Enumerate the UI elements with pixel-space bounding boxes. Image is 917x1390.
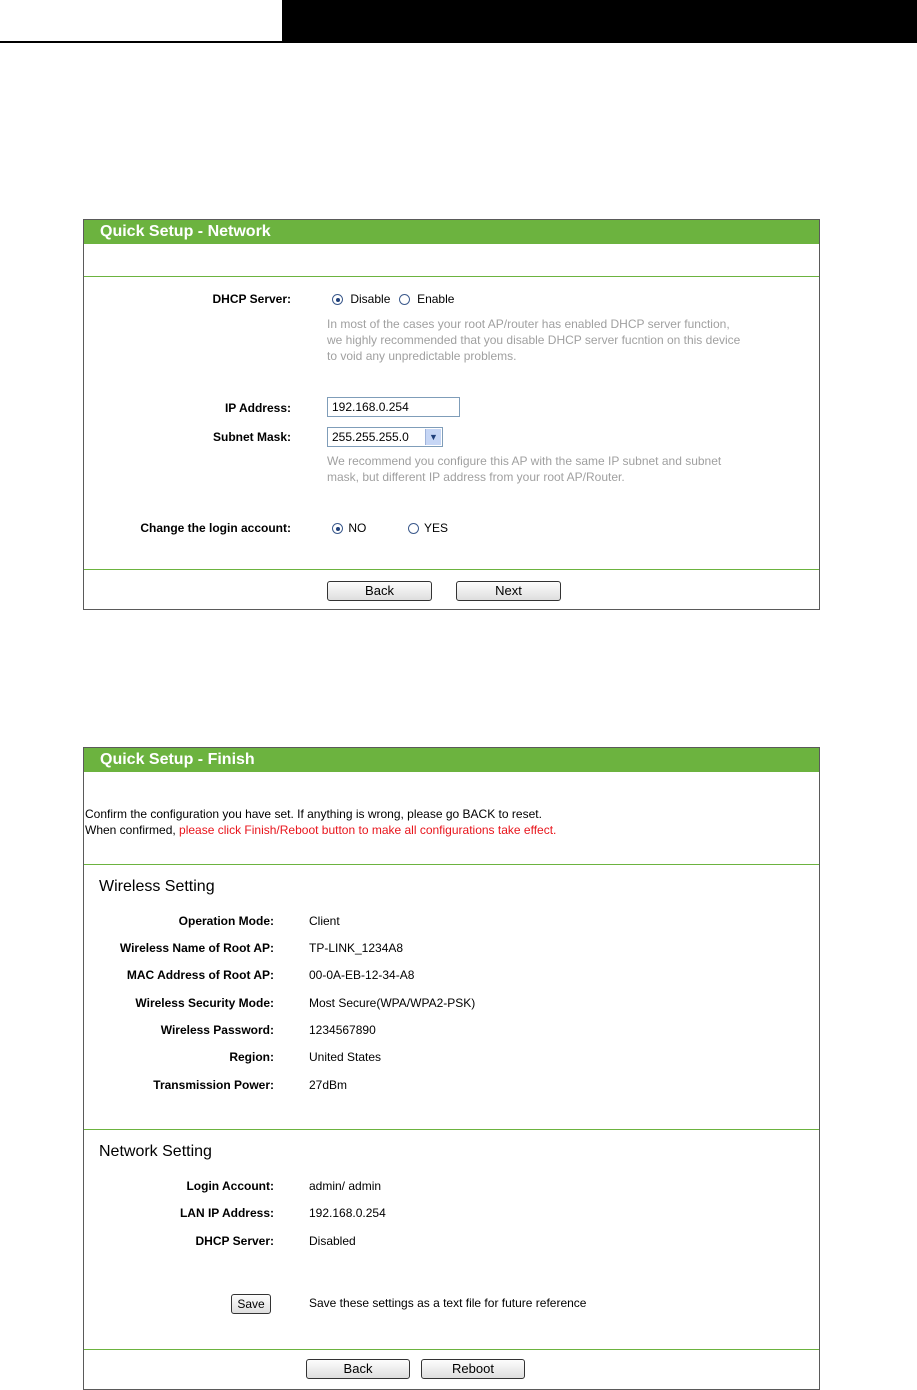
region-label: Region: — [229, 1050, 274, 1064]
network-panel — [83, 219, 820, 610]
dhcp-summary-value: Disabled — [309, 1234, 356, 1248]
ip-address-label: IP Address: — [224, 401, 291, 415]
divider — [84, 1349, 819, 1350]
login-account-label: Change the login account: — [140, 521, 291, 535]
dhcp-hint-line: In most of the cases your root AP/router has enabled DHCP server function, — [327, 317, 730, 331]
dhcp-server-label: DHCP Server: — [212, 292, 291, 306]
root-ap-name-value: TP-LINK_1234A8 — [309, 941, 404, 955]
confirm-line: Confirm the configuration you have set. If anything is wrong, please go BACK to reset. — [85, 807, 542, 821]
subnet-hint-line: mask, but different IP address from your root AP/Router. — [327, 470, 625, 484]
dhcp-enable-radio[interactable] — [399, 294, 410, 305]
header-bar — [282, 0, 917, 43]
confirm-warning: please click Finish/Reboot button to make all configurations take effect. — [179, 823, 557, 837]
wireless-password-label: Wireless Password: — [160, 1023, 274, 1037]
root-ap-mac-label: MAC Address of Root AP: — [126, 968, 274, 982]
wireless-setting-title: Wireless Setting — [99, 878, 215, 895]
network-setting-title: Network Setting — [99, 1143, 212, 1160]
root-ap-name-label: Wireless Name of Root AP: — [119, 941, 274, 955]
network-panel-title: Quick Setup - Network — [84, 220, 819, 244]
transmission-power-label: Transmission Power: — [153, 1078, 274, 1092]
subnet-mask-label: Subnet Mask: — [212, 430, 291, 444]
login-account-summary-label: Login Account: — [186, 1179, 274, 1193]
save-description: Save these settings as a text file for future reference — [309, 1296, 587, 1310]
back-button[interactable]: Back — [306, 1359, 410, 1379]
reboot-button[interactable]: Reboot — [421, 1359, 525, 1379]
subnet-hint — [327, 453, 721, 485]
dhcp-disable-label: Disable — [350, 292, 391, 306]
dhcp-hint-line: to void any unpredictable problems. — [327, 349, 517, 363]
login-account-summary-value: admin/ admin — [309, 1179, 382, 1193]
confirm-line — [85, 822, 556, 838]
login-yes-label: YES — [424, 521, 449, 535]
security-mode-label: Wireless Security Mode: — [135, 996, 274, 1010]
next-button[interactable]: Next — [456, 581, 561, 601]
dhcp-hint-line: we highly recommended that you disable DHCP server fucntion on this device — [327, 333, 741, 347]
login-account-options — [332, 521, 448, 535]
transmission-power-value: 27dBm — [309, 1078, 348, 1092]
dhcp-server-options — [332, 292, 454, 306]
login-no-label: NO — [348, 521, 367, 535]
finish-panel — [83, 747, 820, 1390]
subnet-hint-line: We recommend you configure this AP with the same IP subnet and subnet — [327, 454, 722, 468]
divider — [84, 1129, 819, 1130]
back-button[interactable]: Back — [327, 581, 432, 601]
root-ap-mac-value: 00-0A-EB-12-34-A8 — [309, 968, 415, 982]
header-left — [0, 0, 282, 43]
lan-ip-label: LAN IP Address: — [179, 1206, 274, 1220]
divider — [84, 864, 819, 865]
finish-panel-title: Quick Setup - Finish — [84, 748, 819, 772]
region-value: United States — [309, 1050, 382, 1064]
save-button[interactable]: Save — [231, 1294, 271, 1314]
confirm-text — [85, 806, 556, 838]
login-yes-radio[interactable] — [408, 523, 419, 534]
divider — [84, 569, 819, 570]
dhcp-summary-label: DHCP Server: — [195, 1234, 274, 1248]
confirm-prefix: When confirmed, — [85, 823, 180, 837]
wireless-password-value: 1234567890 — [309, 1023, 376, 1037]
dhcp-hint — [327, 316, 740, 364]
lan-ip-value: 192.168.0.254 — [309, 1206, 386, 1220]
dhcp-disable-radio[interactable] — [332, 294, 343, 305]
ip-address-input[interactable]: 192.168.0.254 — [327, 397, 460, 417]
operation-mode-label: Operation Mode: — [178, 914, 274, 928]
dhcp-enable-label: Enable — [417, 292, 455, 306]
subnet-mask-select[interactable] — [327, 427, 443, 447]
operation-mode-value: Client — [309, 914, 340, 928]
login-no-radio[interactable] — [332, 523, 343, 534]
chevron-down-icon[interactable]: ▼ — [425, 429, 441, 445]
subnet-mask-value: 255.255.255.0 — [332, 430, 409, 444]
security-mode-value: Most Secure(WPA/WPA2-PSK) — [309, 996, 476, 1010]
divider — [84, 276, 819, 277]
